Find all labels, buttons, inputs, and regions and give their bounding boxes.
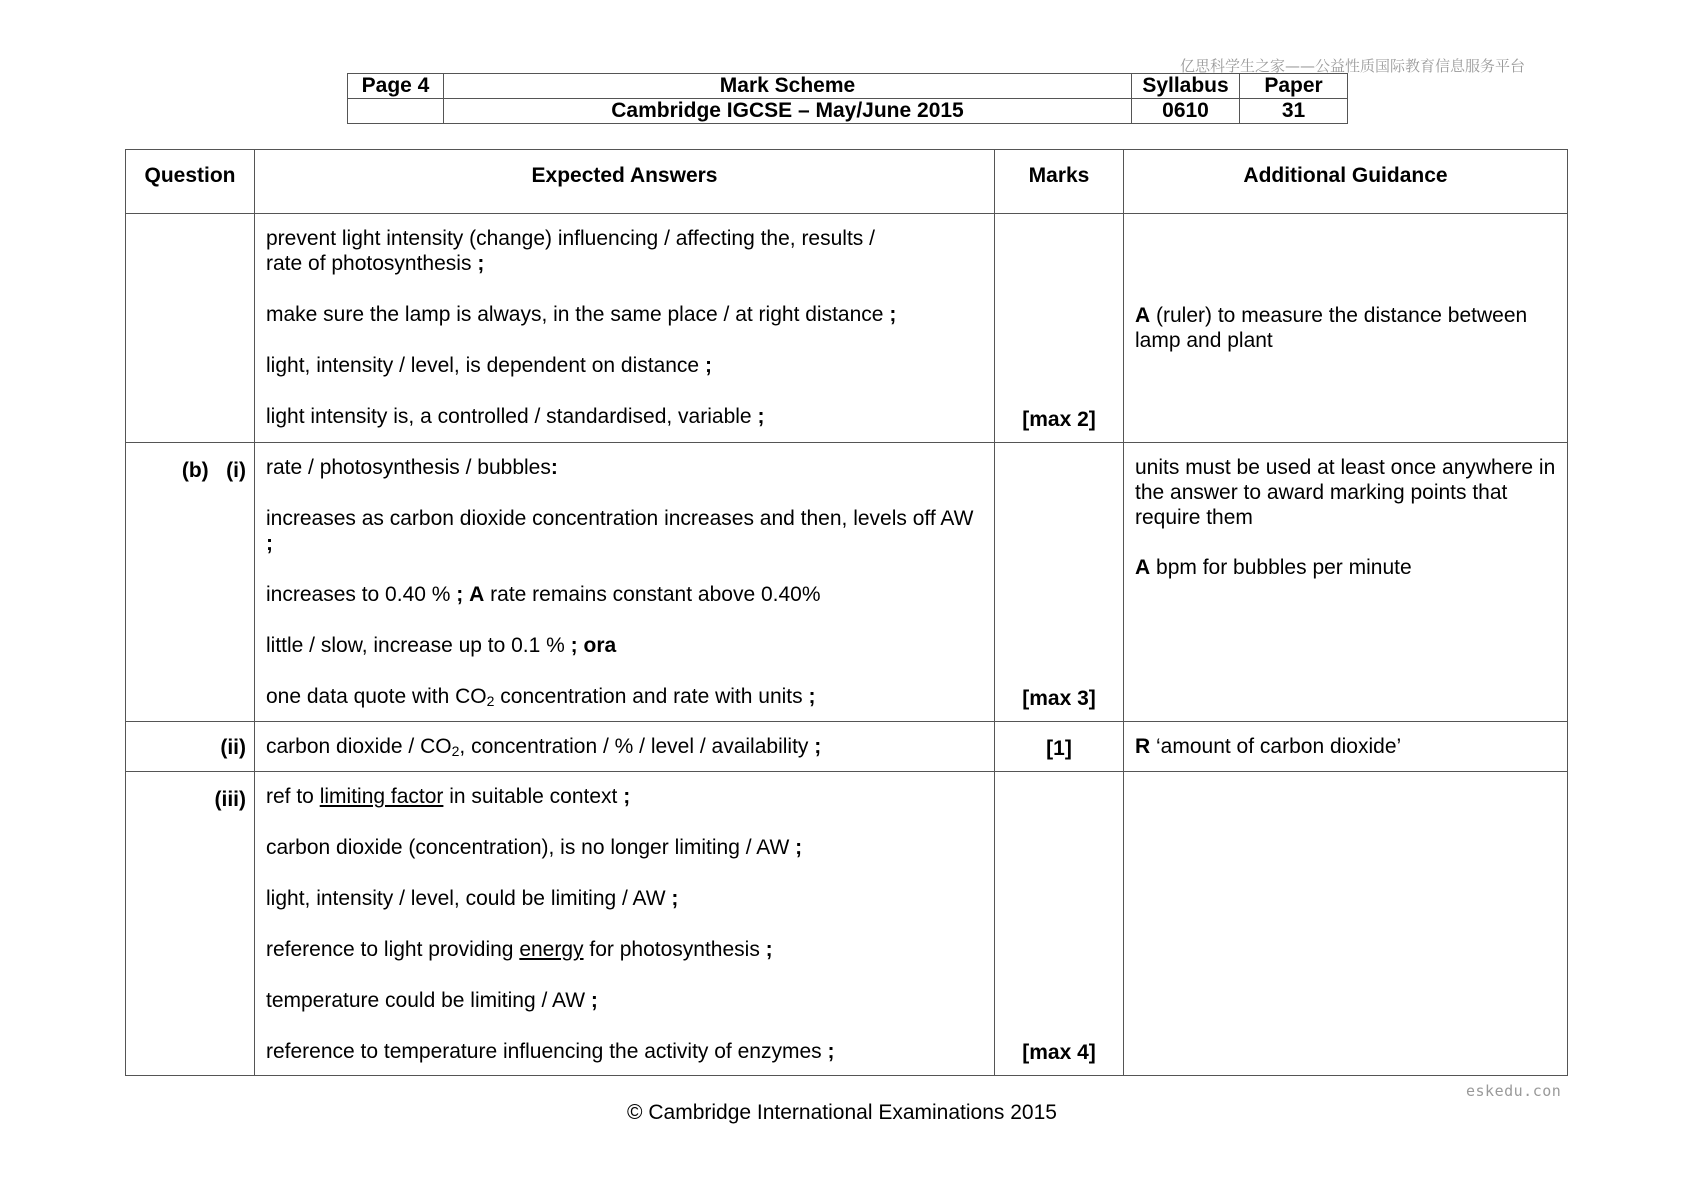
- answer-line: ref to limiting factor in suitable context ;: [266, 785, 631, 808]
- guidance-line: units must be used at least once anywhere in the answer to award marking points that require them: [1135, 456, 1556, 529]
- marks-cell: [1]: [995, 722, 1124, 772]
- answer-line: reference to light providing energy for photosynthesis ;: [266, 938, 773, 961]
- page-blank: [348, 99, 444, 124]
- guidance-line: A (ruler) to measure the distance between lamp and plant: [1135, 304, 1528, 352]
- answer-line: one data quote with $CO_2$ concentration and rate with units ;: [266, 685, 816, 709]
- answer-line: light intensity is, a controlled / standardised, variable ;: [266, 405, 765, 428]
- answer-cell: [255, 772, 995, 1076]
- answer-line: increases to 0.40 % ; A rate remains constant above 0.40%: [266, 583, 821, 606]
- answer-line: carbon dioxide (concentration), is no longer limiting / AW ;: [266, 836, 803, 859]
- table-row: [126, 214, 1568, 443]
- table-row: [126, 722, 1568, 772]
- answer-line: rate / photosynthesis / bubbles:: [266, 456, 558, 479]
- question-cell: [126, 214, 255, 443]
- answer-cell: [255, 443, 995, 722]
- answer-line: light, intensity / level, is dependent on distance ;: [266, 354, 712, 377]
- guidance-cell: [1124, 772, 1568, 1076]
- marks-cell: [max 3]: [995, 443, 1124, 722]
- answer-line: temperature could be limiting / AW ;: [266, 989, 598, 1012]
- syllabus-value: 0610: [1132, 99, 1240, 124]
- header-table: [347, 73, 1348, 124]
- answer-line: light, intensity / level, could be limiting / AW ;: [266, 887, 679, 910]
- col-answers: Expected Answers: [255, 150, 995, 214]
- answer-line: increases as carbon dioxide concentration increases and then, levels off AW ;: [266, 507, 974, 555]
- question-cell: (ii): [126, 722, 255, 772]
- guidance-line: A bpm for bubbles per minute: [1135, 556, 1412, 579]
- table-row: [126, 443, 1568, 722]
- mark-scheme-table: [125, 149, 1568, 1076]
- watermark-bottom: eskedu.con: [1466, 1082, 1562, 1100]
- syllabus-label: Syllabus: [1132, 74, 1240, 99]
- table-row: [126, 772, 1568, 1076]
- guidance-cell: [1124, 214, 1568, 443]
- paper-value: 31: [1240, 99, 1348, 124]
- answer-line: reference to temperature influencing the activity of enzymes ;: [266, 1040, 835, 1063]
- table-header-row: [126, 150, 1568, 214]
- guidance-cell: [1124, 722, 1568, 772]
- paper-label: Paper: [1240, 74, 1348, 99]
- question-cell: (b) (i): [126, 443, 255, 722]
- question-cell: (iii): [126, 772, 255, 1076]
- copyright-footer: © Cambridge International Examinations 2015: [627, 1101, 1057, 1124]
- answer-line: little / slow, increase up to 0.1 % ; ora: [266, 634, 617, 657]
- col-guidance: Additional Guidance: [1124, 150, 1568, 214]
- col-marks: Marks: [995, 150, 1124, 214]
- answer-line: carbon dioxide / $CO_2$, concentration / % / level / availability ;: [266, 735, 822, 759]
- guidance-cell: [1124, 443, 1568, 722]
- watermark-top: 亿思科学生之家——公益性质国际教育信息服务平台: [1180, 57, 1526, 75]
- answer-line: prevent light intensity (change) influencing / affecting the, results / rate of photosynthesis ;: [266, 227, 875, 275]
- page-number: Page 4: [348, 74, 444, 99]
- answer-line: make sure the lamp is always, in the same place / at right distance ;: [266, 303, 897, 326]
- document-subtitle: Cambridge IGCSE – May/June 2015: [444, 99, 1132, 124]
- document-title: Mark Scheme: [444, 74, 1132, 99]
- col-question: Question: [126, 150, 255, 214]
- answer-cell: [255, 722, 995, 772]
- marks-cell: [max 4]: [995, 772, 1124, 1076]
- answer-cell: [255, 214, 995, 443]
- marks-cell: [max 2]: [995, 214, 1124, 443]
- guidance-line: R ‘amount of carbon dioxide’: [1135, 735, 1402, 758]
